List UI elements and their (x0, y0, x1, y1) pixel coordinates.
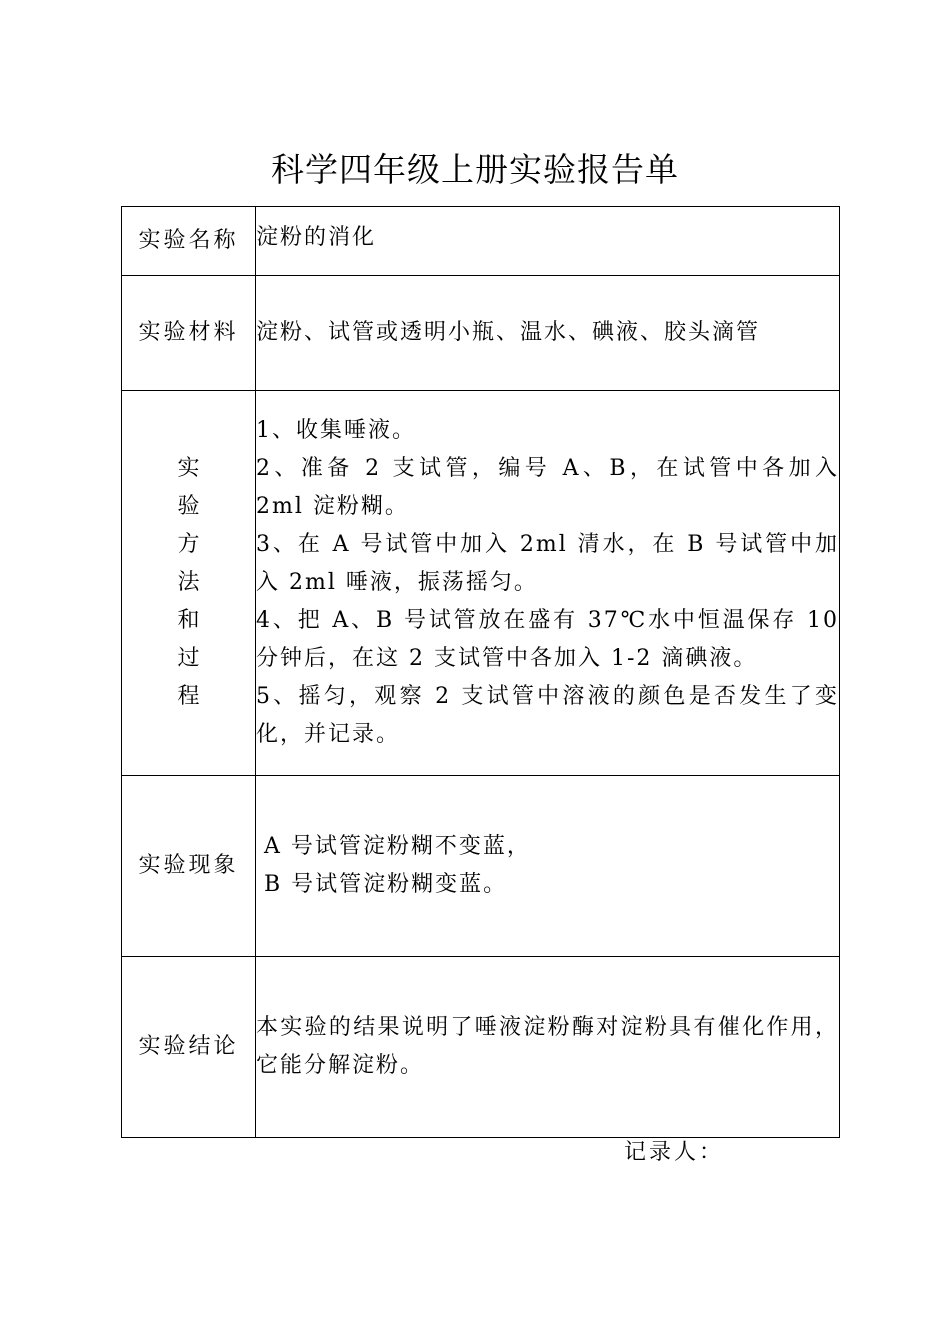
method-step: 1、收集唾液。 (256, 418, 416, 443)
row-experiment-name (122, 207, 840, 276)
phenomenon-text (256, 776, 840, 957)
row-method (122, 391, 840, 776)
method-steps (256, 391, 840, 776)
conclusion-text: 本实验的结果说明了唾液淀粉酶对淀粉具有催化作用，它能分解淀粉。 (256, 1015, 839, 1078)
phenomenon-line: B 号试管淀粉糊变蓝。 (264, 872, 508, 897)
report-table (121, 206, 840, 1138)
row-materials (122, 276, 840, 391)
value-conclusion (256, 957, 840, 1138)
value-experiment-name: 淀粉的消化 (256, 207, 840, 276)
method-step: 2、准备 2 支试管，编号 A、B，在试管中各加入 2ml 淀粉糊。 (256, 456, 839, 519)
label-method-char: 法 (177, 570, 200, 595)
label-method-char: 方 (177, 532, 200, 557)
row-conclusion (122, 957, 840, 1138)
label-materials: 实验材料 (122, 276, 256, 391)
page-title: 科学四年级上册实验报告单 (271, 150, 679, 189)
phenomenon-line: A 号试管淀粉糊不变蓝， (264, 834, 531, 859)
method-step: 5、摇匀，观察 2 支试管中溶液的颜色是否发生了变化，并记录。 (256, 684, 839, 747)
label-experiment-name: 实验名称 (122, 207, 256, 276)
row-phenomenon (122, 776, 840, 957)
label-method-char: 过 (177, 646, 200, 671)
value-materials: 淀粉、试管或透明小瓶、温水、碘液、胶头滴管 (256, 276, 840, 391)
label-method (122, 391, 256, 776)
method-step: 3、在 A 号试管中加入 2ml 清水，在 B 号试管中加入 2ml 唾液，振荡摇匀。 (256, 532, 839, 595)
label-method-char: 验 (177, 494, 200, 519)
label-method-char: 实 (177, 456, 200, 481)
recorder-label: 记录人： (624, 1140, 725, 1165)
label-conclusion: 实验结论 (122, 957, 256, 1138)
label-method-char: 和 (177, 608, 200, 633)
method-step: 4、把 A、B 号试管放在盛有 37℃水中恒温保存 10 分钟后，在这 2 支试管中各加入 1-2 滴碘液。 (256, 608, 839, 671)
label-method-char: 程 (177, 684, 200, 709)
label-phenomenon: 实验现象 (122, 776, 256, 957)
